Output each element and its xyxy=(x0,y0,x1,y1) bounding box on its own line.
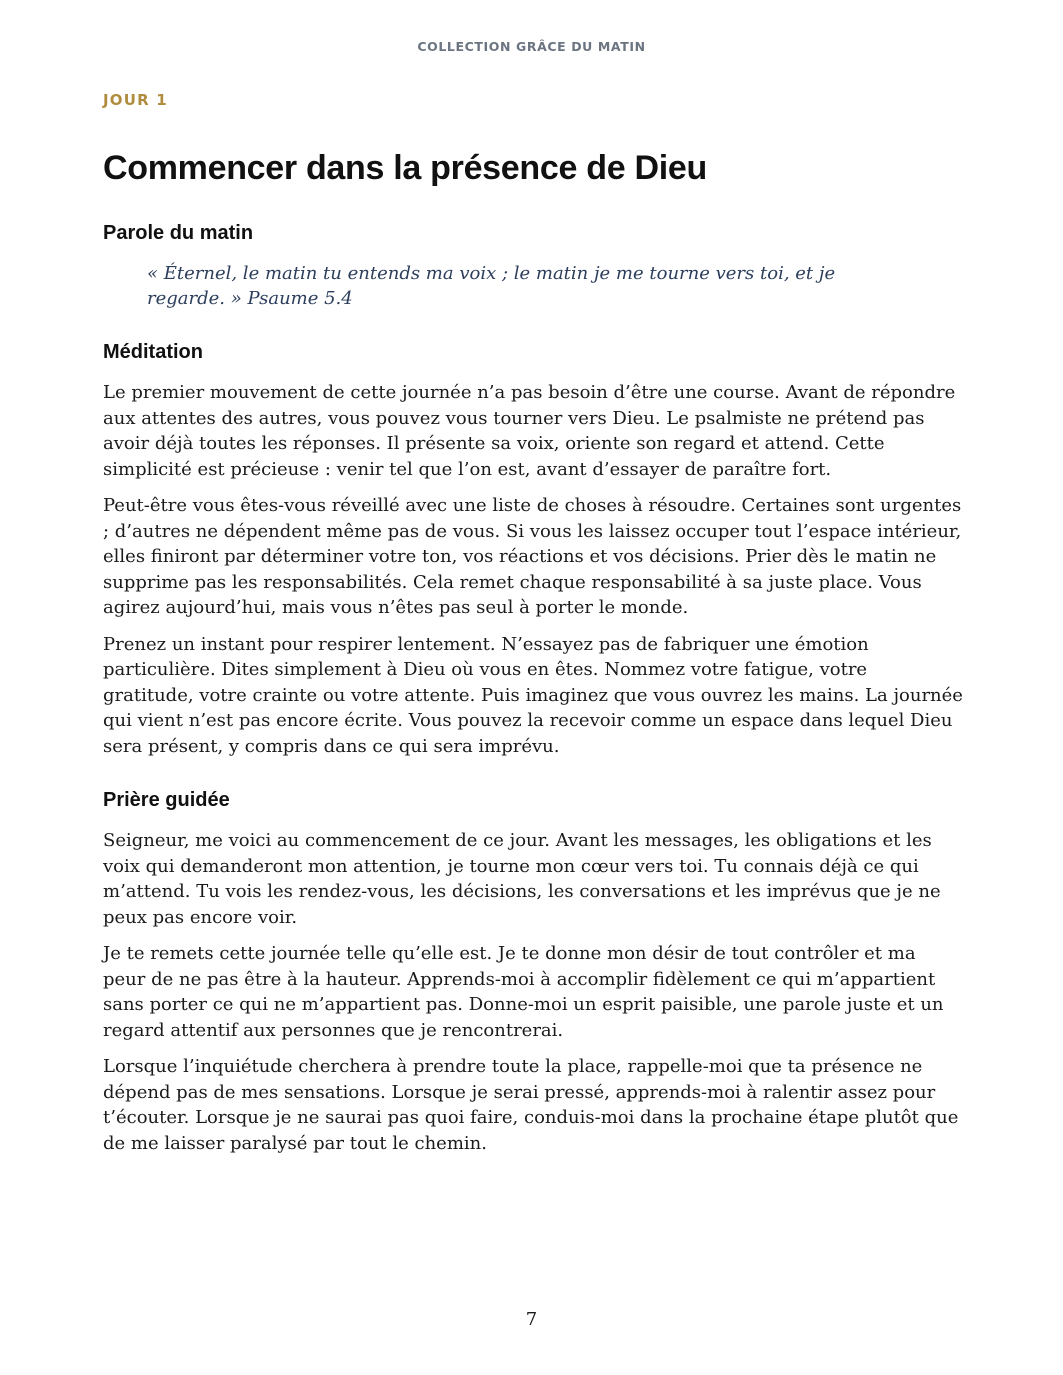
page-number: 7 xyxy=(525,1309,538,1330)
section-priere xyxy=(103,787,963,1156)
prayer-paragraph: Je te remets cette journée telle qu’elle est. Je te donne mon désir de tout contrôler et ma peur de ne pas être à la hauteur. Apprends-moi à accomplir fidèlement ce qui m’appartient sans porter ce qui ne m’appartient pas. Donne-moi un esprit paisible, une parole juste et un regard attentif aux personnes que je rencontrerai. xyxy=(103,943,944,1041)
section-meditation xyxy=(103,339,963,759)
section-heading-meditation: Méditation xyxy=(103,341,203,363)
page-content xyxy=(103,90,963,1156)
meditation-paragraph: Prenez un instant pour respirer lentement. N’essayez pas de fabriquer une émotion particulière. Dites simplement à Dieu où vous en êtes. Nommez votre fatigue, votre gratitude, votre crainte ou votre attente. Puis imaginez que vous ouvrez les mains. La journée qui vient n’est pas encore écrite. Vous pouvez la recevoir comme un espace dans lequel Dieu sera présent, y compris dans ce qui sera imprévu. xyxy=(103,633,963,757)
page-title: Commencer dans la présence de Dieu xyxy=(103,149,707,187)
meditation-paragraph: Peut-être vous êtes-vous réveillé avec une liste de choses à résoudre. Certaines sont urgentes ; d’autres ne dépendent même pas de vous. Si vous les laissez occuper tout l’espace intérieur, elles finiront par déterminer votre ton, vos réactions et vos décisions. Prier dès le matin ne supprime pas les responsabilités. Cela remet chaque responsabilité à sa juste place. Vous agirez aujourd’hui, mais vous n’êtes pas seul à porter le monde. xyxy=(103,495,962,618)
section-heading-parole: Parole du matin xyxy=(103,222,254,244)
prayer-paragraph: Lorsque l’inquiétude cherchera à prendre toute la place, rappelle-moi que ta présence ne dépend pas de mes sensations. Lorsque je serai pressé, apprends-moi à ralentir assez pour t’écouter. Lorsque je ne saurai pas quoi faire, conduis-moi dans la prochaine étape plutôt que de me laisser paralysé par tout le chemin. xyxy=(103,1056,959,1154)
prayer-paragraph: Seigneur, me voici au commencement de ce jour. Avant les messages, les obligations et les voix qui demanderont mon attention, je tourne mon cœur vers toi. Tu connais déjà ce qui m’attend. Tu vois les rendez-vous, les décisions, les conversations et les imprévus que je ne peux pas encore voir. xyxy=(103,830,941,928)
section-parole xyxy=(103,220,963,311)
scripture-verse: « Éternel, le matin tu entends ma voix ; le matin je me tourne vers toi, et je regarde. » Psaume 5.4 xyxy=(147,263,836,309)
day-label: JOUR 1 xyxy=(103,91,168,109)
meditation-paragraph: Le premier mouvement de cette journée n’a pas besoin d’être une course. Avant de répondre aux attentes des autres, vous pouvez vous tourner vers Dieu. Le psalmiste ne prétend pas avoir déjà toutes les réponses. Il présente sa voix, oriente son regard et attend. Cette simplicité est précieuse : venir tel que l’on est, avant d’essayer de paraître fort. xyxy=(103,382,956,480)
running-header: COLLECTION GRÂCE DU MATIN xyxy=(417,39,646,54)
section-heading-priere: Prière guidée xyxy=(103,789,230,811)
